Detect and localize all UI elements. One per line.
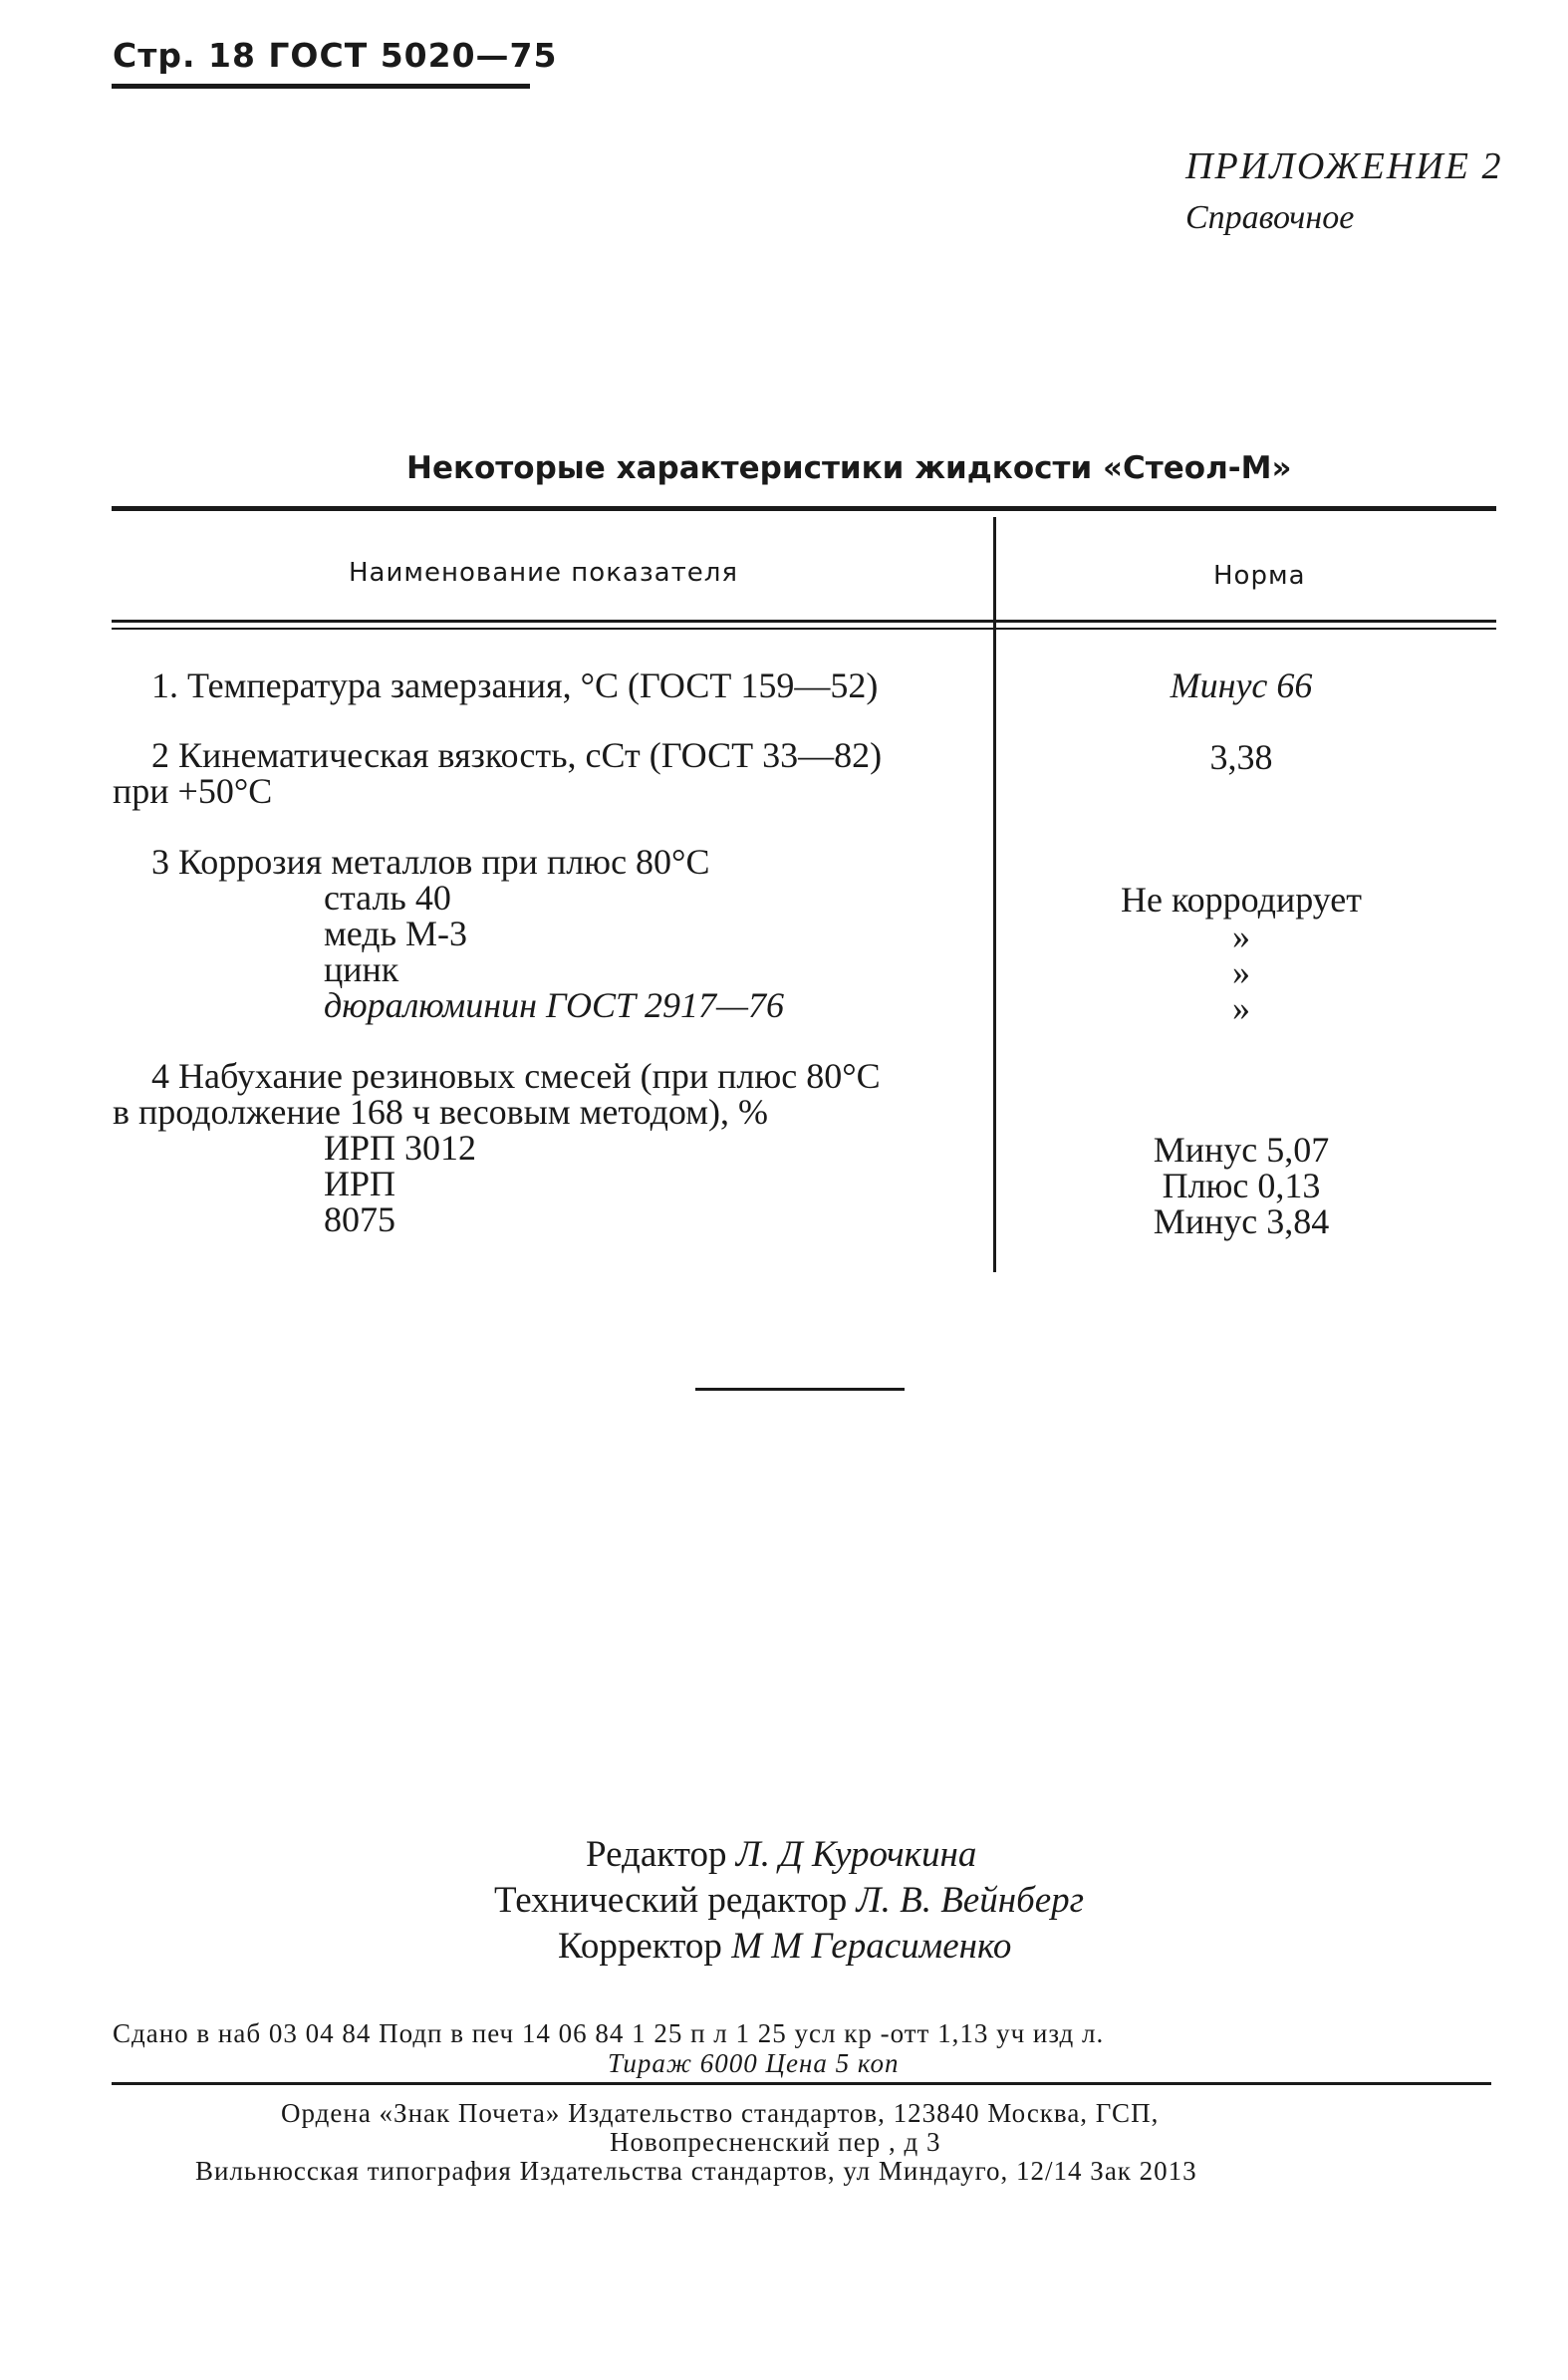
editor-name: Л. Д Курочкина bbox=[735, 1834, 977, 1875]
row-3-name: 3 Коррозия металлов при плюс 80°С bbox=[151, 842, 710, 882]
row-4-sub-2-norm: Плюс 0,13 bbox=[1162, 1166, 1321, 1205]
appendix-title: ПРИЛОЖЕНИЕ 2 bbox=[1185, 145, 1503, 187]
page-header bbox=[113, 36, 557, 75]
row-4-name-line2: в продолжение 168 ч весовым методом), % bbox=[113, 1092, 769, 1132]
credits-tech-editor bbox=[494, 1879, 1084, 1922]
table-vertical-divider bbox=[993, 517, 996, 1272]
row-4-sub-1-norm: Минус 5,07 bbox=[1153, 1130, 1330, 1170]
section-separator bbox=[695, 1388, 905, 1391]
row-3-sub-4-name: дюралюминин ГОСТ 2917—76 bbox=[324, 985, 785, 1025]
imprint-line-5: Вильнюсская типография Издательства стандартов, ул Миндауго, 12/14 Зак 2013 bbox=[195, 2156, 1197, 2186]
imprint-line-2: Тираж 6000 Цена 5 коп bbox=[608, 2048, 900, 2078]
row-2-name-line1: 2 Кинематическая вязкость, сСт (ГОСТ 33—82) bbox=[151, 735, 883, 775]
header-underline bbox=[112, 84, 530, 89]
page-reference: Стр. 18 ГОСТ 5020—75 bbox=[113, 36, 558, 75]
appendix-subtitle: Справочное bbox=[1185, 199, 1355, 236]
editor-label: Редактор bbox=[586, 1834, 727, 1875]
header-bottom-rule-1 bbox=[112, 620, 1496, 623]
row-3-sub-1-norm: Не корродирует bbox=[1121, 880, 1362, 920]
row-2-name-line2: при +50°С bbox=[113, 771, 273, 811]
row-4-sub-3-norm: Минус 3,84 bbox=[1153, 1201, 1330, 1241]
row-3-sub-2-norm: » bbox=[1232, 917, 1250, 956]
corrector-name: М М Герасименко bbox=[731, 1926, 1012, 1967]
corrector-label: Корректор bbox=[558, 1926, 722, 1967]
row-4-sub-3-name: 8075 bbox=[324, 1199, 395, 1239]
tech-editor-label: Технический редактор bbox=[494, 1880, 848, 1921]
imprint-rule bbox=[112, 2082, 1491, 2085]
credits-corrector bbox=[558, 1925, 1011, 1968]
row-2-norm: 3,38 bbox=[1209, 737, 1273, 777]
tech-editor-name: Л. В. Вейнберг bbox=[856, 1880, 1085, 1921]
row-3-sub-1-name: сталь 40 bbox=[324, 878, 451, 918]
row-3-sub-4-norm: » bbox=[1232, 988, 1250, 1028]
row-3-sub-3-norm: » bbox=[1232, 952, 1250, 992]
table-caption: Некоторые характеристики жидкости «Стеол-М» bbox=[406, 450, 1292, 486]
row-4-sub-2-name: ИРП bbox=[324, 1164, 396, 1203]
column-header-norm: Норма bbox=[1213, 561, 1306, 591]
row-3-sub-2-name: медь М-3 bbox=[324, 914, 468, 953]
header-bottom-rule-2 bbox=[112, 628, 1496, 630]
credits-editor bbox=[586, 1833, 976, 1876]
row-1-name: 1. Температура замерзания, °С (ГОСТ 159—52) bbox=[151, 665, 879, 705]
imprint-line-1: Сдано в наб 03 04 84 Подп в печ 14 06 84 1 25 п л 1 25 усл кр -отт 1,13 уч изд л. bbox=[113, 2018, 1105, 2048]
row-4-name-line1: 4 Набухание резиновых смесей (при плюс 80°С bbox=[151, 1056, 881, 1096]
imprint-line-4: Новопресненский пер , д 3 bbox=[610, 2127, 941, 2157]
column-header-name: Наименование показателя bbox=[349, 558, 739, 588]
imprint-line-3: Ордена «Знак Почета» Издательство стандартов, 123840 Москва, ГСП, bbox=[281, 2098, 1160, 2128]
row-3-sub-3-name: цинк bbox=[324, 949, 399, 989]
table-top-rule bbox=[112, 506, 1496, 511]
row-4-sub-1-name: ИРП 3012 bbox=[324, 1128, 477, 1168]
row-1-norm: Минус 66 bbox=[1170, 665, 1313, 705]
